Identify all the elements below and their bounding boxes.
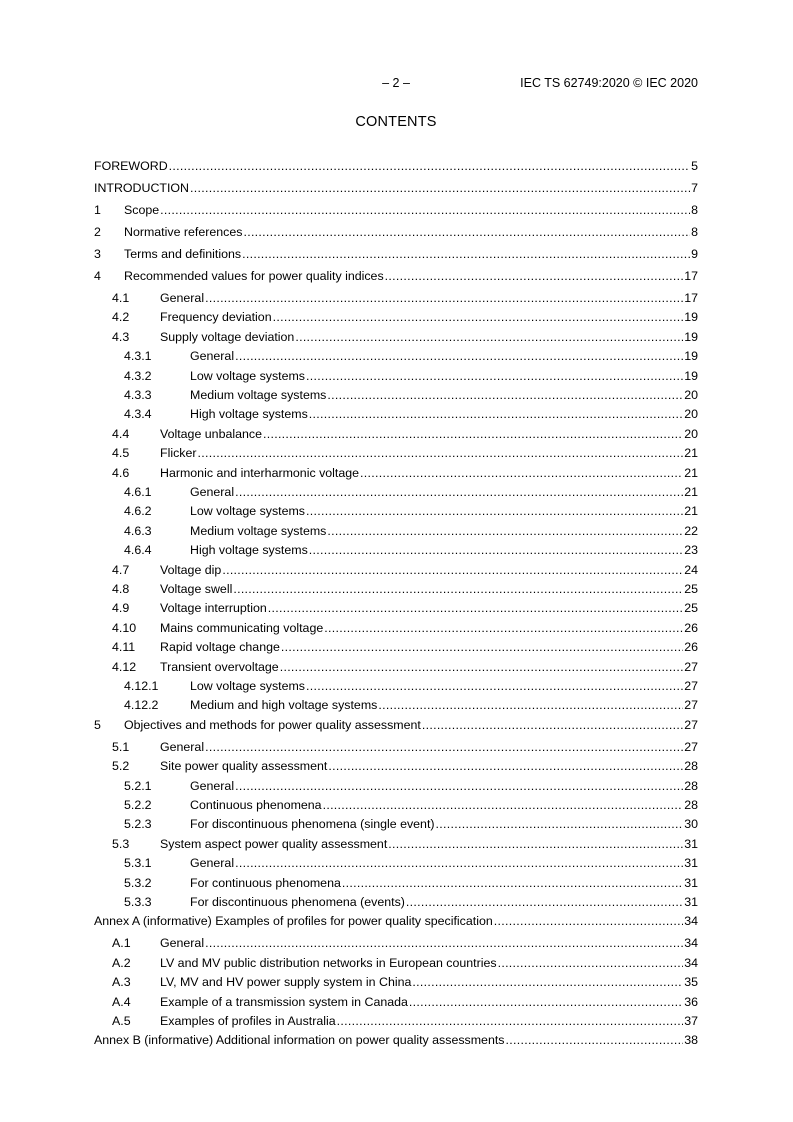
toc-entry[interactable] (94, 1033, 698, 1048)
toc-entry-label: Terms and definitions (124, 247, 242, 261)
toc-entry[interactable] (94, 427, 698, 442)
toc-entry-page: 30 (684, 817, 698, 832)
dot-leader (412, 975, 683, 990)
toc-entry[interactable] (94, 876, 698, 891)
toc-entry-page: 27 (684, 717, 698, 732)
dot-leader (243, 225, 690, 240)
toc-entry-page: 21 (684, 485, 698, 499)
toc-entry-label: General (160, 291, 205, 305)
toc-entry[interactable] (94, 640, 698, 655)
toc-entry-number: 5.3.3 (124, 895, 152, 909)
page-number: – 2 – (382, 76, 410, 90)
dot-leader (205, 740, 683, 755)
toc-entry[interactable] (94, 330, 698, 345)
toc-entry[interactable] (94, 181, 698, 196)
toc-entry-number: 5.2.2 (124, 798, 152, 812)
toc-entry-number: 5.3 (112, 836, 130, 851)
toc-entry-label: Rapid voltage change (160, 640, 280, 655)
dot-leader (436, 817, 684, 832)
toc-entry-label: Low voltage systems (190, 504, 306, 519)
document-id: IEC TS 62749:2020 © IEC 2020 (520, 76, 698, 90)
toc-entry-number: 5.3.2 (124, 875, 152, 890)
toc-entry[interactable] (94, 914, 698, 929)
toc-entry-number: 4.2 (112, 310, 130, 325)
toc-entry[interactable] (94, 369, 698, 384)
toc-entry-page: 27 (684, 698, 698, 713)
toc-entry-label: Annex A (informative) Examples of profiles for power quality specification (94, 914, 493, 929)
dot-leader (324, 621, 683, 636)
toc-entry-page: 37 (684, 1014, 698, 1028)
toc-entry-page: 28 (684, 759, 698, 774)
toc-entry-number: 4.12.2 (124, 698, 159, 713)
toc-entry[interactable] (94, 679, 698, 694)
dot-leader (409, 995, 683, 1010)
dot-leader (342, 876, 683, 891)
toc-entry-label: Supply voltage deviation (160, 329, 295, 344)
toc-entry[interactable] (94, 621, 698, 636)
toc-entry-label: General (160, 936, 205, 951)
toc-entry-page: 36 (684, 994, 698, 1009)
toc-entry[interactable] (94, 779, 698, 794)
toc-entry-label: Voltage swell (160, 582, 233, 596)
toc-entry-page: 34 (684, 955, 698, 970)
toc-entry-number: A.4 (112, 994, 131, 1009)
page-header (94, 76, 698, 92)
toc-entry-number: 4.1 (112, 291, 130, 305)
toc-entry-page: 19 (684, 349, 698, 364)
toc-entry-page: 27 (684, 659, 698, 674)
toc-entry-number: 4.3.1 (124, 349, 152, 364)
toc-entry-label: High voltage systems (190, 543, 308, 558)
toc-entry-page: 38 (684, 1033, 698, 1048)
toc-entry-page: 8 (691, 203, 698, 217)
toc-entry-page: 8 (691, 225, 698, 239)
toc-entry-page: 20 (684, 388, 698, 402)
dot-leader (337, 1014, 684, 1029)
dot-leader (498, 956, 684, 971)
toc-entry[interactable] (94, 856, 698, 871)
dot-leader (268, 601, 683, 616)
dot-leader (327, 388, 683, 403)
dot-leader (160, 203, 690, 218)
toc-entry-page: 31 (684, 856, 698, 871)
toc-entry-number: 4 (94, 269, 101, 283)
toc-entry-page: 20 (684, 426, 698, 441)
toc-entry-label: General (190, 856, 235, 871)
toc-entry-page: 22 (684, 523, 698, 538)
toc-entry-number: 4.7 (112, 562, 130, 577)
dot-leader (295, 330, 683, 345)
toc-entry-page: 34 (684, 914, 698, 929)
toc-entry[interactable] (94, 543, 698, 558)
toc-entry[interactable] (94, 956, 698, 971)
toc-entry-page: 21 (684, 446, 698, 461)
toc-entry-page: 28 (684, 778, 698, 793)
toc-entry-number: 4.6 (112, 465, 130, 480)
toc-entry-page: 21 (684, 504, 698, 519)
toc-entry[interactable] (94, 524, 698, 539)
toc-entry[interactable] (94, 817, 698, 832)
toc-entry[interactable] (94, 269, 698, 284)
toc-entry-label: Voltage dip (160, 562, 222, 577)
toc-entry-label: LV, MV and HV power supply system in China (160, 975, 412, 990)
toc-entry-number: 4.6.2 (124, 504, 152, 519)
dot-leader (494, 914, 683, 929)
toc-entry-page: 17 (684, 291, 698, 305)
dot-leader (385, 269, 684, 284)
toc-entry-number: 4.5 (112, 446, 130, 461)
toc-entry-label: Voltage interruption (160, 601, 267, 616)
toc-entry-number: A.1 (112, 936, 131, 951)
toc-entry[interactable] (94, 740, 698, 755)
toc-entry-label: Normative references (124, 225, 243, 239)
dot-leader (235, 779, 683, 794)
toc-entry[interactable] (94, 798, 698, 813)
dot-leader (306, 679, 683, 694)
toc-entry-page: 20 (684, 407, 698, 422)
toc-entry-label: For discontinuous phenomena (events) (190, 895, 405, 909)
toc-entry-number: A.2 (112, 955, 131, 970)
toc-entry-label: Frequency deviation (160, 310, 272, 325)
dot-leader (197, 446, 683, 461)
toc-entry[interactable] (94, 407, 698, 422)
toc-entry-label: Mains communicating voltage (160, 620, 324, 635)
toc-entry[interactable] (94, 485, 698, 500)
toc-entry[interactable] (94, 837, 698, 852)
toc-entry-number: 4.6.1 (124, 485, 152, 499)
toc-entry-label: General (190, 485, 235, 499)
dot-leader (281, 640, 683, 655)
toc-entry[interactable] (94, 995, 698, 1010)
toc-entry[interactable] (94, 936, 698, 951)
toc-entry-label: High voltage systems (190, 407, 308, 422)
toc-entry[interactable] (94, 291, 698, 306)
toc-entry-page: 7 (691, 181, 698, 195)
toc-entry-label: Low voltage systems (190, 368, 306, 383)
toc-entry-number: 4.3 (112, 329, 130, 344)
toc-entry-label: Site power quality assessment (160, 759, 328, 774)
dot-leader (327, 524, 683, 539)
toc-entry-label: Medium and high voltage systems (190, 698, 378, 713)
dot-leader (422, 718, 683, 733)
toc-entry-number: A.3 (112, 975, 131, 990)
toc-entry-number: 1 (94, 203, 101, 217)
toc-entry-number: 4.4 (112, 426, 130, 441)
toc-entry-label: General (160, 739, 205, 754)
toc-entry-page: 31 (684, 836, 698, 851)
toc-entry-page: 21 (684, 465, 698, 480)
toc-entry-page: 9 (691, 247, 698, 261)
toc-entry-label: System aspect power quality assessment (160, 836, 388, 851)
toc-entry[interactable] (94, 388, 698, 403)
toc-entry[interactable] (94, 446, 698, 461)
dot-leader (235, 349, 683, 364)
toc-entry[interactable] (94, 759, 698, 774)
dot-leader (378, 698, 683, 713)
toc-entry-page: 19 (684, 310, 698, 325)
toc-entry-page: 25 (684, 582, 698, 596)
toc-entry-page: 35 (684, 975, 698, 990)
toc-entry-page: 19 (684, 329, 698, 344)
toc-entry-label: LV and MV public distribution networks in European countries (160, 955, 497, 970)
toc-entry-number: 5.1 (112, 739, 130, 754)
toc-entry-page: 26 (684, 620, 698, 635)
toc-entry-label: FOREWORD (94, 159, 168, 173)
toc-entry-number: A.5 (112, 1014, 131, 1028)
toc-entry-page: 5 (691, 159, 698, 173)
toc-entry-number: 4.11 (112, 640, 136, 655)
toc-entry-label: Flicker (160, 446, 197, 461)
toc-entry-number: 5 (94, 717, 101, 732)
dot-leader (235, 856, 683, 871)
toc-entry[interactable] (94, 563, 698, 578)
dot-leader (222, 563, 683, 578)
toc-entry-page: 28 (684, 798, 698, 812)
dot-leader (388, 837, 683, 852)
page-title: CONTENTS (355, 114, 437, 130)
toc-entry-number: 4.10 (112, 620, 137, 635)
dot-leader (306, 504, 683, 519)
toc-entry-label: Transient overvoltage (160, 659, 279, 674)
toc-entry-number: 4.12.1 (124, 679, 159, 693)
toc-entry-number: 4.6.4 (124, 543, 152, 558)
toc-entry-page: 27 (684, 679, 698, 693)
toc-entry-label: Recommended values for power quality indices (124, 269, 384, 283)
dot-leader (242, 247, 690, 262)
toc-entry-label: General (190, 778, 235, 793)
toc-entry-page: 23 (684, 543, 698, 558)
dot-leader (235, 485, 683, 500)
dot-leader (205, 291, 683, 306)
toc-entry[interactable] (94, 225, 698, 240)
toc-entry[interactable] (94, 582, 698, 597)
toc-entry-page: 31 (684, 875, 698, 890)
toc-entry[interactable] (94, 247, 698, 262)
toc-entry-label: General (190, 349, 235, 364)
toc-entry-label: Medium voltage systems (190, 388, 327, 402)
dot-leader (273, 310, 684, 325)
dot-leader (280, 660, 684, 675)
toc-entry-number: 5.3.1 (124, 856, 152, 871)
dot-leader (309, 543, 683, 558)
toc-entry[interactable] (94, 1014, 698, 1029)
dot-leader (205, 936, 683, 951)
toc-entry-number: 4.6.3 (124, 523, 152, 538)
toc-entry-page: 27 (684, 739, 698, 754)
toc-entry[interactable] (94, 159, 698, 174)
toc-entry-label: Medium voltage systems (190, 523, 327, 538)
toc-entry-page: 17 (684, 269, 698, 283)
toc-entry-number: 4.3.3 (124, 388, 152, 402)
toc-entry-number: 4.3.2 (124, 368, 152, 383)
toc-entry-label: Continuous phenomena (190, 798, 322, 812)
toc-entry[interactable] (94, 466, 698, 481)
toc-entry-number: 2 (94, 225, 101, 239)
toc-entry[interactable] (94, 660, 698, 675)
dot-leader (406, 895, 683, 910)
toc-entry[interactable] (94, 601, 698, 616)
toc-entry[interactable] (94, 975, 698, 990)
toc-entry-page: 34 (684, 936, 698, 951)
dot-leader (306, 369, 683, 384)
toc-entry-number: 5.2.1 (124, 778, 152, 793)
toc-entry-page: 19 (684, 368, 698, 383)
toc-entry-number: 4.8 (112, 582, 130, 596)
toc-entry-number: 4.3.4 (124, 407, 152, 422)
toc-entry[interactable] (94, 895, 698, 910)
toc-entry-label: Low voltage systems (190, 679, 306, 693)
toc-entry-number: 3 (94, 247, 101, 261)
toc-entry-page: 26 (684, 640, 698, 655)
dot-leader (233, 582, 683, 597)
toc-entry-page: 25 (684, 601, 698, 616)
dot-leader (263, 427, 683, 442)
toc-entry-label: Objectives and methods for power quality assessment (124, 717, 421, 732)
toc-entry[interactable] (94, 718, 698, 733)
dot-leader (169, 159, 690, 174)
toc-entry-number: 4.9 (112, 601, 130, 616)
dot-leader (323, 798, 684, 813)
toc-entry[interactable] (94, 698, 698, 713)
dot-leader (309, 407, 683, 422)
toc-entry-label: Scope (124, 203, 160, 217)
dot-leader (505, 1033, 683, 1048)
toc-entry[interactable] (94, 310, 698, 325)
toc-entry-label: Annex B (informative) Additional information on power quality assessments (94, 1033, 505, 1048)
toc-entry-number: 5.2.3 (124, 817, 152, 832)
toc-entry-number: 5.2 (112, 759, 130, 774)
toc-entry-page: 24 (684, 562, 698, 577)
toc-entry-label: Example of a transmission system in Canada (160, 994, 408, 1009)
toc-entry[interactable] (94, 349, 698, 364)
dot-leader (328, 759, 683, 774)
toc-entry[interactable] (94, 504, 698, 519)
dot-leader (360, 466, 683, 481)
toc-entry-number: 4.12 (112, 659, 137, 674)
toc-entry[interactable] (94, 203, 698, 218)
dot-leader (190, 181, 690, 196)
toc-entry-page: 31 (684, 895, 698, 909)
toc-entry-label: For discontinuous phenomena (single event) (190, 817, 435, 832)
toc-entry-label: Voltage unbalance (160, 426, 262, 441)
toc-entry-label: Examples of profiles in Australia (160, 1014, 336, 1028)
toc-entry-label: Harmonic and interharmonic voltage (160, 465, 360, 480)
toc-entry-label: INTRODUCTION (94, 181, 189, 195)
toc-entry-label: For continuous phenomena (190, 875, 341, 890)
